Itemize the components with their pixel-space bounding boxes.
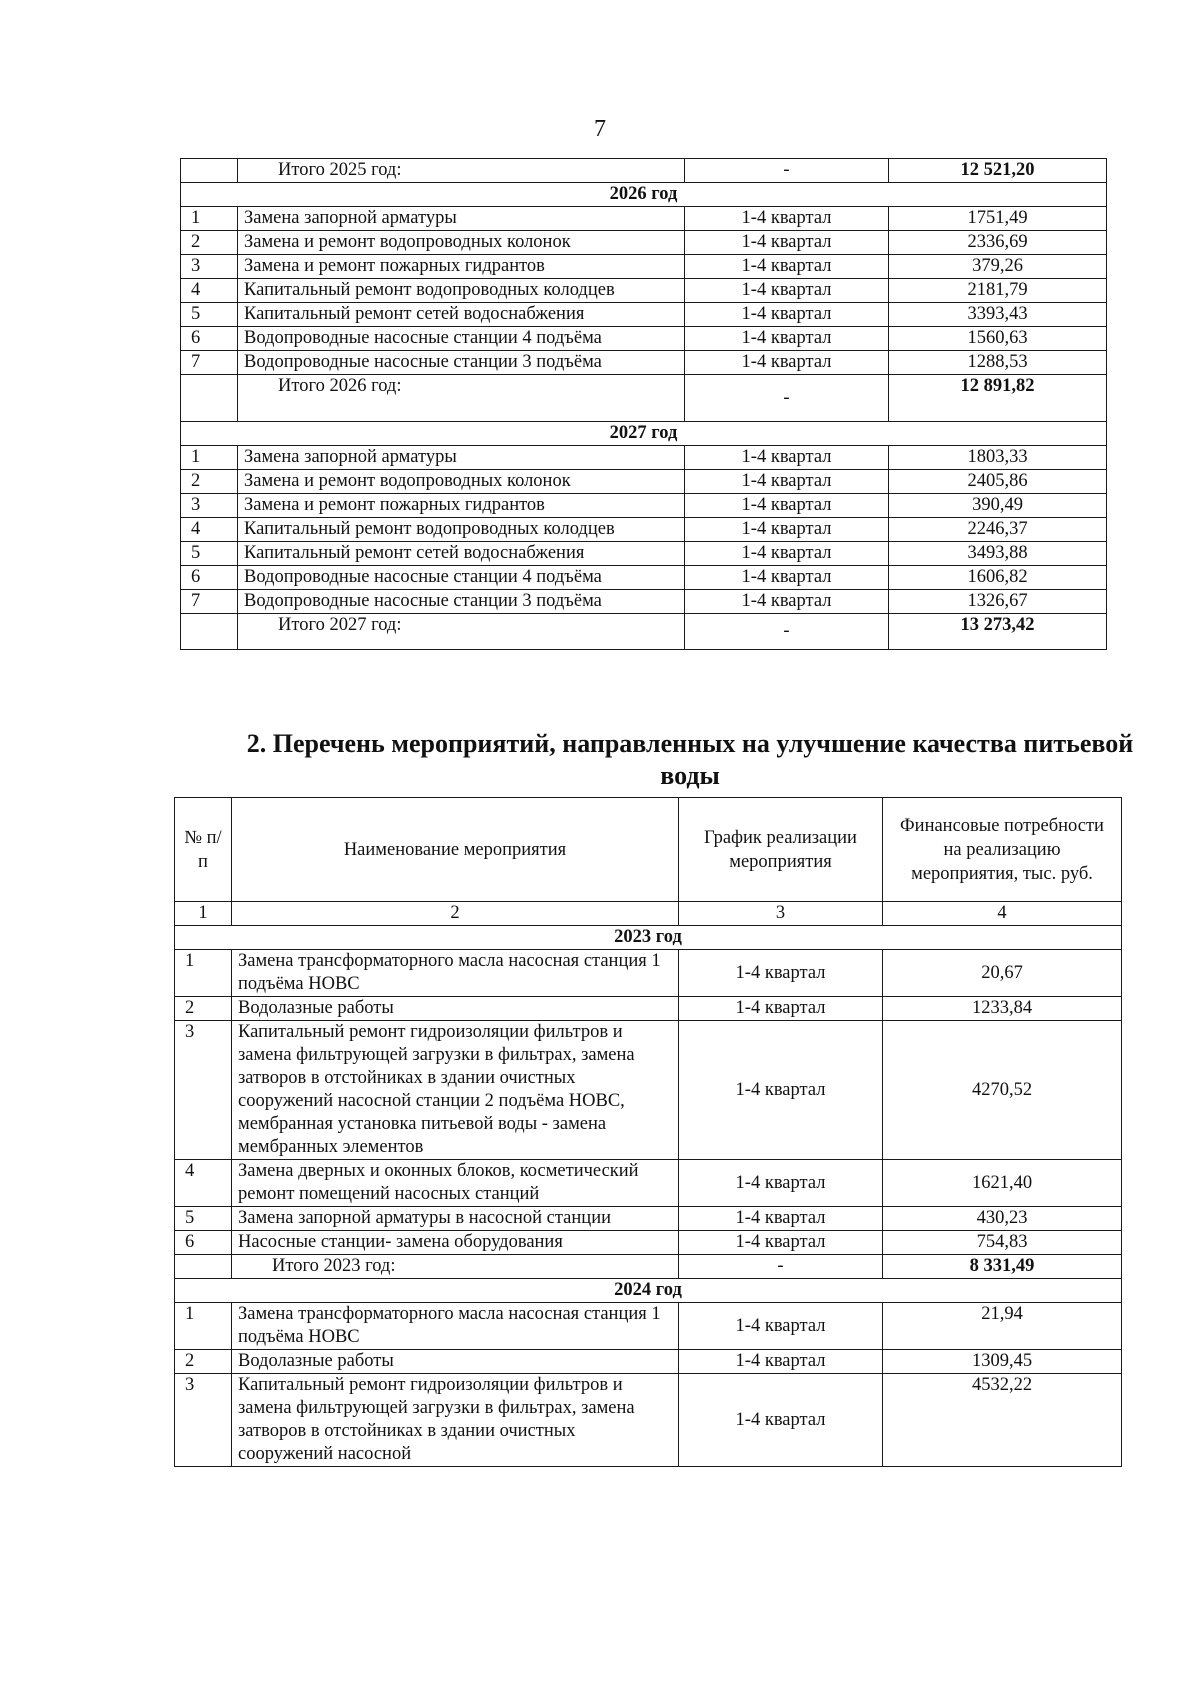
row-schedule: 1-4 квартал [685, 351, 889, 375]
row-number: 3 [181, 494, 238, 518]
row-number: 4 [181, 279, 238, 303]
row-amount: 2405,86 [889, 470, 1107, 494]
year-heading: 2027 год [181, 422, 1107, 446]
row-schedule: 1-4 квартал [679, 1350, 883, 1374]
table-row [181, 518, 1107, 542]
row-name: Замена и ремонт пожарных гидрантов [238, 494, 685, 518]
total-schedule: - [685, 614, 889, 650]
total-row-2025 [181, 159, 1107, 183]
column-number: 3 [679, 902, 883, 926]
table-row [175, 950, 1122, 997]
row-schedule: 1-4 квартал [685, 566, 889, 590]
row-number: 5 [181, 303, 238, 327]
table-row [181, 590, 1107, 614]
row-name: Замена запорной арматуры в насосной станции [232, 1207, 679, 1231]
total-label: Итого 2026 год: [238, 375, 685, 422]
row-schedule: 1-4 квартал [679, 950, 883, 997]
total-row-2026 [181, 375, 1107, 422]
year-row [181, 422, 1107, 446]
row-name: Капитальный ремонт гидроизоляции фильтров и замена фильтрующей загрузки в фильтрах, замена затворов в отстойниках в здании очистных сооружений насосной станции 2 подъёма НОВС, мембранная установка питьевой воды - замена мембранных элементов [232, 1021, 679, 1160]
row-number: 7 [181, 590, 238, 614]
row-schedule: 1-4 квартал [685, 494, 889, 518]
year-heading: 2023 год [175, 926, 1122, 950]
row-number: 2 [181, 231, 238, 255]
row-amount: 4270,52 [883, 1021, 1122, 1160]
water-quality-measures-table [174, 797, 1122, 1467]
row-name: Водолазные работы [232, 997, 679, 1021]
total-amount: 12 521,20 [889, 159, 1107, 183]
row-amount: 3393,43 [889, 303, 1107, 327]
row-amount: 390,49 [889, 494, 1107, 518]
column-number: 4 [883, 902, 1122, 926]
table-row [175, 1231, 1122, 1255]
row-schedule: 1-4 квартал [679, 997, 883, 1021]
row-amount: 1560,63 [889, 327, 1107, 351]
year-heading: 2024 год [175, 1279, 1122, 1303]
row-number: 3 [181, 255, 238, 279]
row-number: 4 [181, 518, 238, 542]
total-label: Итого 2027 год: [238, 614, 685, 650]
total-label: Итого 2025 год: [238, 159, 685, 183]
row-amount: 754,83 [883, 1231, 1122, 1255]
row-number: 1 [175, 1303, 232, 1350]
page-number: 7 [594, 116, 606, 142]
year-row [175, 1279, 1122, 1303]
total-row-2027 [181, 614, 1107, 650]
header-schedule: График реализации мероприятия [679, 798, 883, 902]
row-amount: 1326,67 [889, 590, 1107, 614]
row-name: Замена и ремонт водопроводных колонок [238, 470, 685, 494]
row-amount: 1751,49 [889, 207, 1107, 231]
row-name: Капитальный ремонт сетей водоснабжения [238, 542, 685, 566]
column-number: 1 [175, 902, 232, 926]
row-name: Водопроводные насосные станции 4 подъёма [238, 327, 685, 351]
row-schedule: 1-4 квартал [685, 303, 889, 327]
year-heading: 2026 год [181, 183, 1107, 207]
row-name: Капитальный ремонт водопроводных колодцев [238, 279, 685, 303]
row-amount: 4532,22 [883, 1374, 1122, 1467]
table-row [181, 279, 1107, 303]
table-row [181, 566, 1107, 590]
table-row [181, 255, 1107, 279]
row-name: Замена запорной арматуры [238, 446, 685, 470]
row-schedule: 1-4 квартал [679, 1303, 883, 1350]
row-schedule: 1-4 квартал [685, 542, 889, 566]
table-row [175, 997, 1122, 1021]
header-name: Наименование мероприятия [232, 798, 679, 902]
row-schedule: 1-4 квартал [679, 1160, 883, 1207]
row-amount: 1309,45 [883, 1350, 1122, 1374]
total-schedule: - [685, 159, 889, 183]
row-amount: 430,23 [883, 1207, 1122, 1231]
row-name: Замена и ремонт водопроводных колонок [238, 231, 685, 255]
row-schedule: 1-4 квартал [685, 279, 889, 303]
plan-table-continued [180, 158, 1107, 650]
table-row [175, 1160, 1122, 1207]
table-row [175, 1021, 1122, 1160]
section-heading: 2. Перечень мероприятий, направленных на улучшение качества питьевой воды [246, 729, 1134, 790]
row-amount: 2336,69 [889, 231, 1107, 255]
row-name: Водопроводные насосные станции 3 подъёма [238, 590, 685, 614]
row-amount: 379,26 [889, 255, 1107, 279]
row-amount: 1606,82 [889, 566, 1107, 590]
row-number: 7 [181, 351, 238, 375]
table-row [181, 327, 1107, 351]
row-number: 2 [181, 470, 238, 494]
row-schedule: 1-4 квартал [685, 207, 889, 231]
total-amount: 13 273,42 [889, 614, 1107, 650]
row-name: Водопроводные насосные станции 4 подъёма [238, 566, 685, 590]
table-row [181, 446, 1107, 470]
row-number: 4 [175, 1160, 232, 1207]
row-schedule: 1-4 квартал [685, 327, 889, 351]
total-amount: 8 331,49 [883, 1255, 1122, 1279]
column-number: 2 [232, 902, 679, 926]
header-row [175, 798, 1122, 902]
year-row [181, 183, 1107, 207]
row-amount: 21,94 [883, 1303, 1122, 1350]
table-row [181, 494, 1107, 518]
row-name: Водолазные работы [232, 1350, 679, 1374]
row-amount: 1621,40 [883, 1160, 1122, 1207]
row-number: 6 [181, 566, 238, 590]
row-number: 6 [181, 327, 238, 351]
row-schedule: 1-4 квартал [679, 1231, 883, 1255]
row-number: 3 [175, 1374, 232, 1467]
row-name: Водопроводные насосные станции 3 подъёма [238, 351, 685, 375]
header-amount: Финансовые потребности на реализацию мероприятия, тыс. руб. [883, 798, 1122, 902]
table-row [181, 207, 1107, 231]
row-name: Насосные станции- замена оборудования [232, 1231, 679, 1255]
table-row [181, 351, 1107, 375]
row-name: Замена трансформаторного масла насосная станция 1 подъёма НОВС [232, 950, 679, 997]
row-number: 5 [181, 542, 238, 566]
total-label: Итого 2023 год: [232, 1255, 679, 1279]
row-number: 3 [175, 1021, 232, 1160]
row-schedule: 1-4 квартал [685, 590, 889, 614]
row-name: Капитальный ремонт сетей водоснабжения [238, 303, 685, 327]
column-number-row [175, 902, 1122, 926]
table-row [181, 470, 1107, 494]
row-amount: 1803,33 [889, 446, 1107, 470]
row-amount: 2181,79 [889, 279, 1107, 303]
row-schedule: 1-4 квартал [685, 446, 889, 470]
row-name: Замена дверных и оконных блоков, косметический ремонт помещений насосных станций [232, 1160, 679, 1207]
row-name: Замена и ремонт пожарных гидрантов [238, 255, 685, 279]
row-number: 2 [175, 997, 232, 1021]
table-row [175, 1350, 1122, 1374]
row-name: Капитальный ремонт гидроизоляции фильтров и замена фильтрующей загрузки в фильтрах, замена затворов в отстойниках в здании очистных сооружений насосной [232, 1374, 679, 1467]
row-name: Замена трансформаторного масла насосная станция 1 подъёма НОВС [232, 1303, 679, 1350]
table-row [181, 303, 1107, 327]
table-row [175, 1207, 1122, 1231]
row-schedule: 1-4 квартал [685, 231, 889, 255]
row-amount: 1288,53 [889, 351, 1107, 375]
table-row [175, 1374, 1122, 1467]
row-schedule: 1-4 квартал [685, 255, 889, 279]
row-amount: 1233,84 [883, 997, 1122, 1021]
row-number: 1 [181, 207, 238, 231]
row-number: 6 [175, 1231, 232, 1255]
row-schedule: 1-4 квартал [679, 1207, 883, 1231]
total-schedule: - [685, 375, 889, 422]
row-name: Капитальный ремонт водопроводных колодцев [238, 518, 685, 542]
row-schedule: 1-4 квартал [679, 1374, 883, 1467]
total-row-2023 [175, 1255, 1122, 1279]
row-amount: 3493,88 [889, 542, 1107, 566]
row-number: 2 [175, 1350, 232, 1374]
table-row [181, 231, 1107, 255]
row-amount: 20,67 [883, 950, 1122, 997]
total-amount: 12 891,82 [889, 375, 1107, 422]
row-number: 1 [175, 950, 232, 997]
header-num: № п/п [175, 798, 232, 902]
row-schedule: 1-4 квартал [685, 470, 889, 494]
table-row [181, 542, 1107, 566]
total-schedule: - [679, 1255, 883, 1279]
year-row [175, 926, 1122, 950]
row-number: 5 [175, 1207, 232, 1231]
row-name: Замена запорной арматуры [238, 207, 685, 231]
row-schedule: 1-4 квартал [685, 518, 889, 542]
row-amount: 2246,37 [889, 518, 1107, 542]
table-row [175, 1303, 1122, 1350]
row-number: 1 [181, 446, 238, 470]
row-schedule: 1-4 квартал [679, 1021, 883, 1160]
